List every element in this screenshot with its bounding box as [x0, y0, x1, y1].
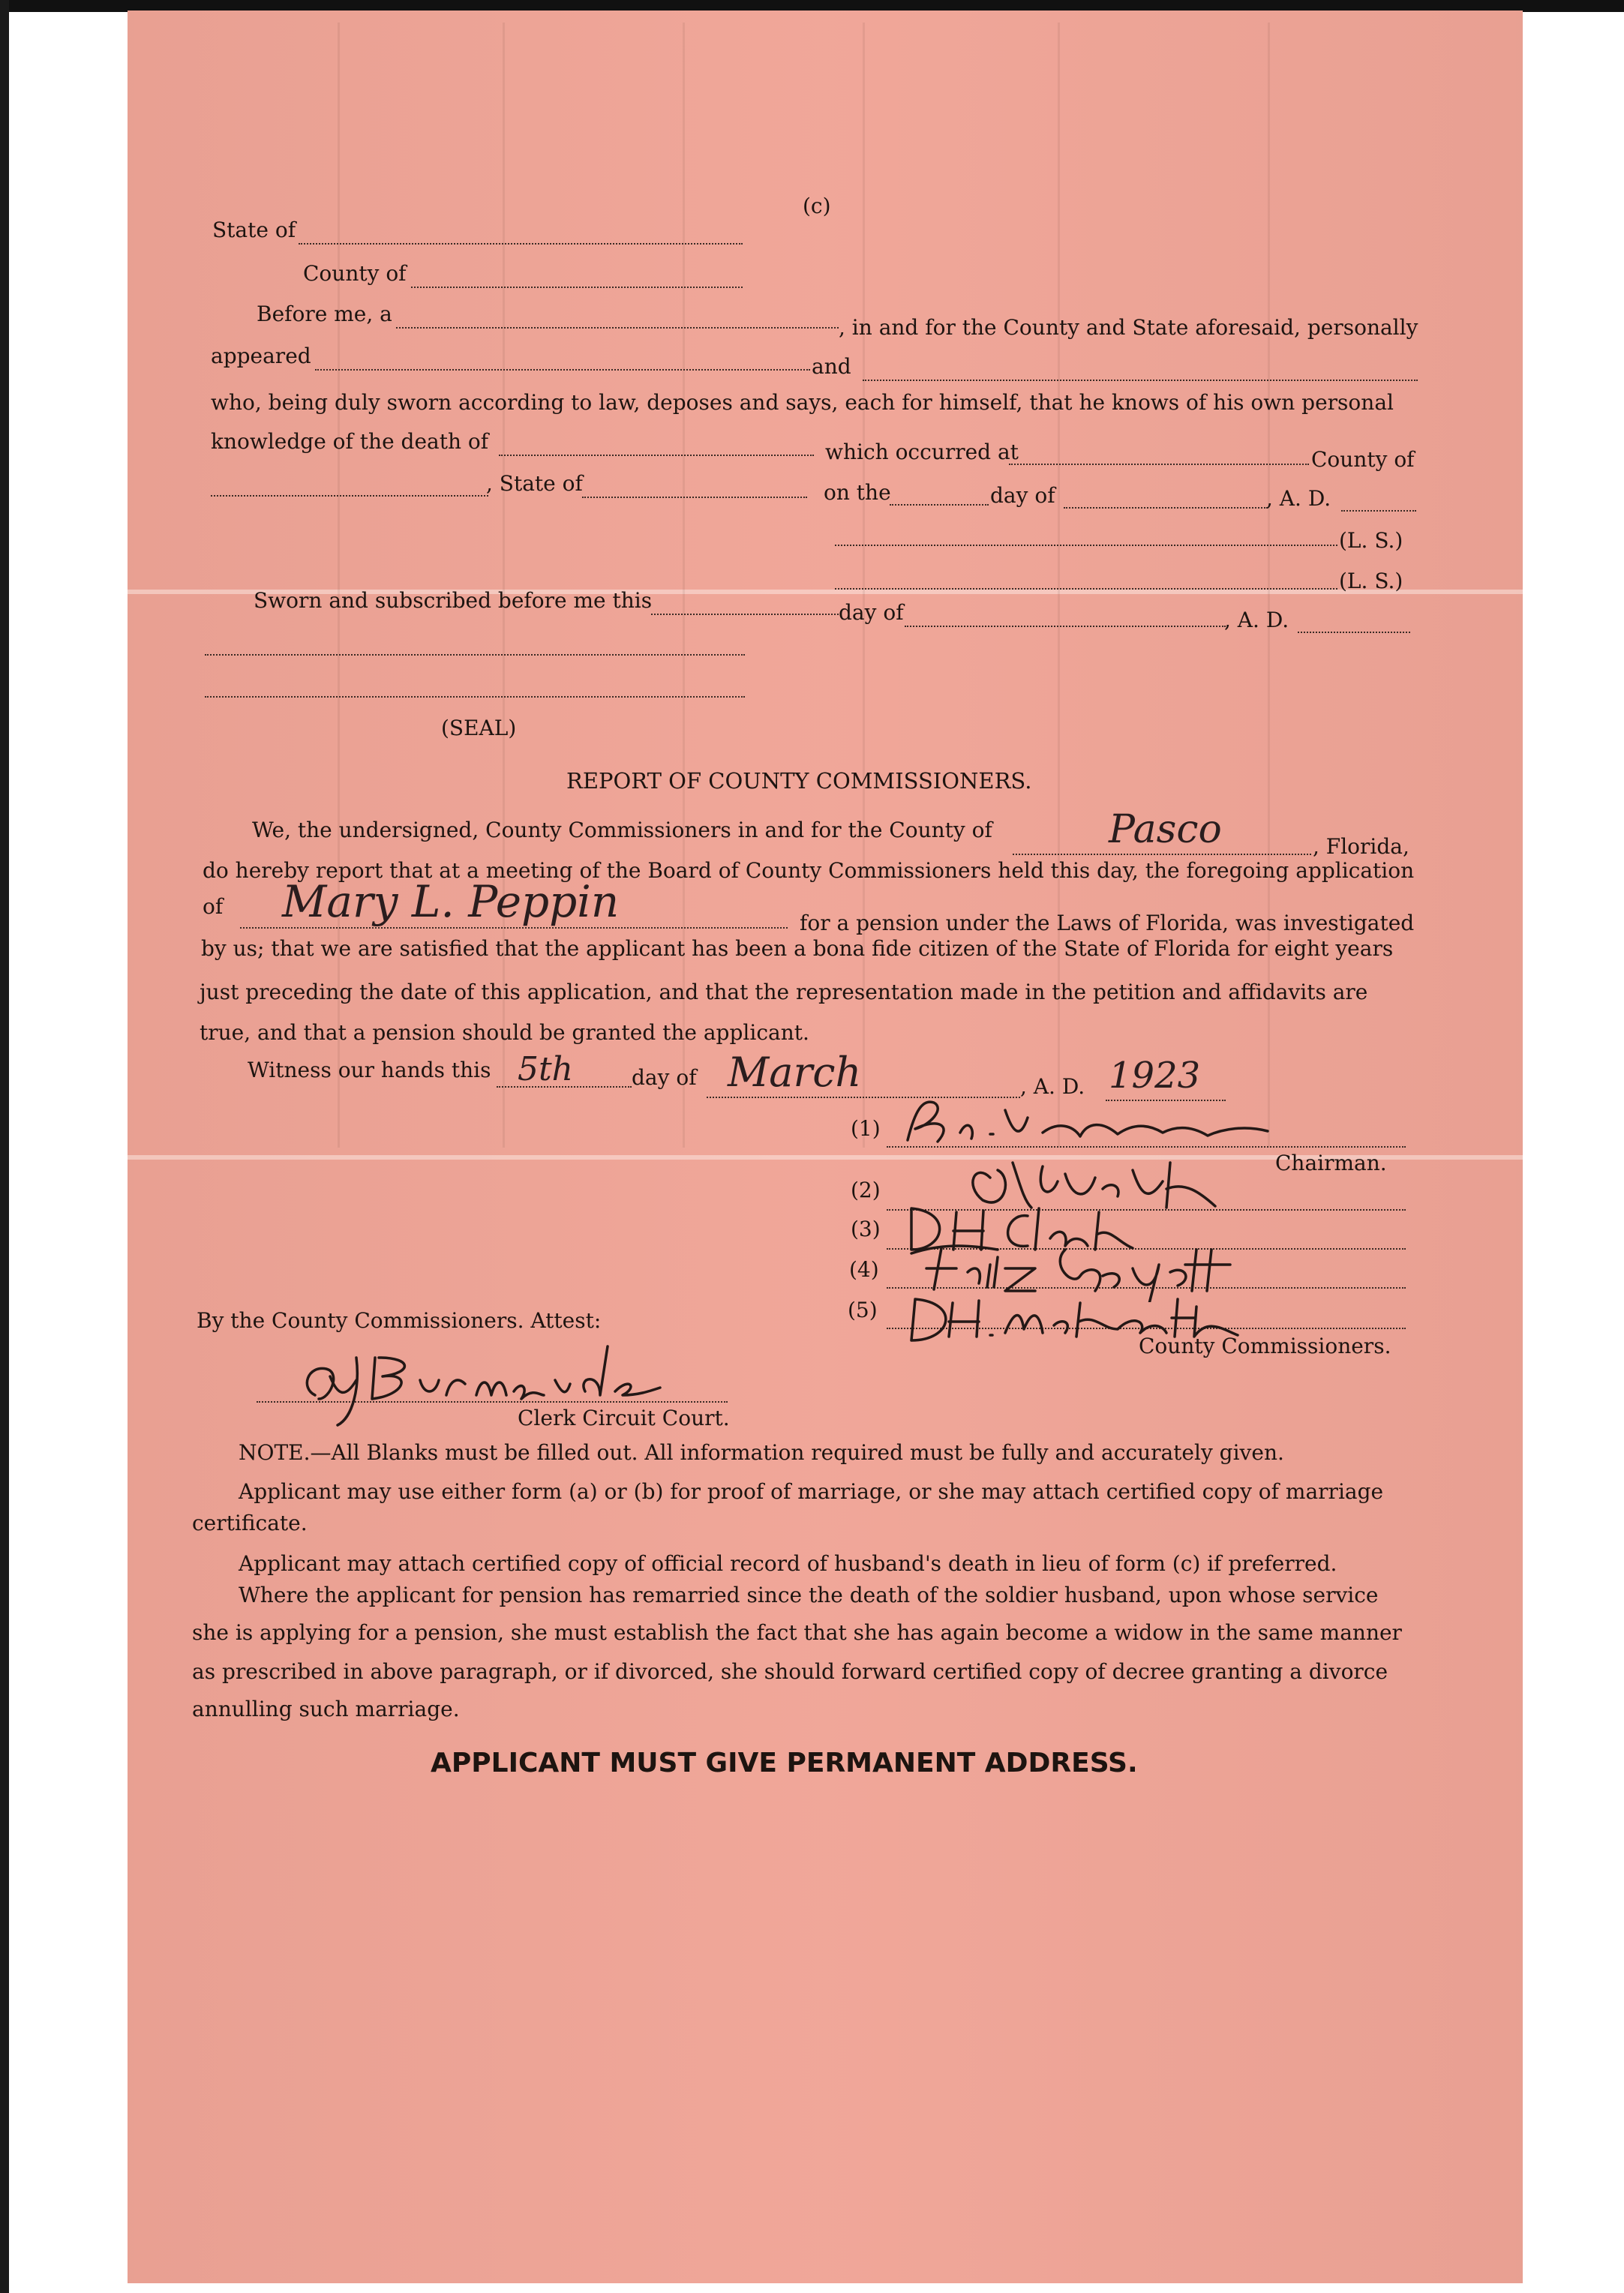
officer-title-blank[interactable] [205, 696, 745, 698]
clerk-label: Clerk Circuit Court. [518, 1406, 730, 1430]
affiant2-blank[interactable] [863, 380, 1418, 381]
witness-label: Witness our hands this [248, 1058, 491, 1082]
witness-year-handwritten: 1923 [1109, 1055, 1201, 1097]
seal-label: (SEAL) [441, 716, 517, 740]
state-of-mid-label: , State of [486, 471, 583, 496]
attest-label: By the County Commissioners. Attest: [197, 1308, 602, 1333]
officer-signature-blank[interactable] [205, 654, 745, 656]
note-3: Applicant may attach certified copy of official record of husband's death in lieu of form (c) if preferred. [239, 1551, 1337, 1576]
commissioner-signature-1 [893, 1088, 1283, 1155]
and-label: and [812, 354, 851, 379]
death-year-blank[interactable] [1341, 510, 1416, 512]
sworn-statement: who, being duly sworn according to law, deposes and says, each for himself, that he knows of his own personal [211, 390, 1394, 415]
death-month-blank[interactable] [1064, 507, 1268, 509]
ls-label-2: (L. S.) [1339, 569, 1403, 593]
report-line-5: just preceding the date of this application, and that the representation made in the petition and affidavits are [200, 980, 1368, 1004]
state-of-label: State of [212, 218, 296, 242]
chairman-label: Chairman. [1275, 1151, 1387, 1175]
ls-label-1: (L. S.) [1339, 528, 1403, 553]
form-c-label: (c) [803, 194, 831, 218]
commissioner-signature-5 [893, 1284, 1283, 1352]
applicant-handwritten: Mary L. Peppin [282, 876, 620, 927]
signature-number-1: (1) [851, 1116, 881, 1141]
death-state-blank[interactable] [582, 497, 807, 498]
signature-number-3: (3) [851, 1217, 881, 1241]
deceased-blank[interactable] [499, 455, 814, 456]
note-2a: Applicant may use either form (a) or (b) for proof of marriage, or she may attach certified copy of marriage [239, 1479, 1384, 1504]
county-value-blank[interactable] [1013, 854, 1311, 855]
note-1: NOTE.—All Blanks must be filled out. All information required must be fully and accurately given. [239, 1440, 1284, 1465]
report-line-1: We, the undersigned, County Commissioners in and for the County of [252, 818, 992, 842]
affiant1-blank[interactable] [315, 369, 810, 371]
sworn-ad-label: , A. D. [1224, 608, 1289, 632]
sworn-month-blank[interactable] [905, 626, 1226, 627]
report-line-2: do hereby report that at a meeting of the Board of County Commissioners held this day, the foregoing application [203, 858, 1415, 883]
sworn-day-of-label: day of [839, 600, 904, 625]
sworn-year-blank[interactable] [1298, 632, 1410, 633]
witness-day-handwritten: 5th [518, 1050, 574, 1088]
signature-number-5: (5) [848, 1298, 878, 1322]
county-handwritten: Pasco [1109, 807, 1222, 852]
knowledge-label: knowledge of the death of [211, 429, 489, 454]
county-blank[interactable] [411, 287, 743, 288]
sworn-day-blank[interactable] [651, 614, 839, 615]
of-label: of [203, 894, 224, 919]
county-of-end-label: County of [1311, 447, 1415, 472]
note-2b: certificate. [192, 1511, 308, 1535]
ad-label: , A. D. [1266, 486, 1331, 511]
note-4c: as prescribed in above paragraph, or if divorced, she should forward certified copy of decree granting a divorce [192, 1659, 1388, 1684]
witness-day-of-label: day of [632, 1065, 697, 1090]
note-4d: annulling such marriage. [192, 1697, 460, 1721]
report-line-6: true, and that a pension should be granted the applicant. [200, 1020, 809, 1045]
signature-number-2: (2) [851, 1178, 881, 1202]
county-commissioners-label: County Commissioners. [1139, 1334, 1391, 1358]
signature-number-4: (4) [849, 1257, 879, 1282]
sworn-subscribed-label: Sworn and subscribed before me this [254, 588, 653, 613]
note-4b: she is applying for a pension, she must establish the fact that she has again become a widow in the same manner [192, 1620, 1402, 1645]
day-of-label: day of [990, 483, 1055, 508]
officer-blank[interactable] [396, 327, 839, 329]
report-heading: REPORT OF COUNTY COMMISSIONERS. [566, 768, 1032, 794]
affiant2-signature-blank[interactable] [835, 588, 1337, 590]
death-day-blank[interactable] [890, 504, 989, 506]
applicant-blank[interactable] [240, 927, 788, 929]
report-line-4: by us; that we are satisfied that the applicant has been a bona fide citizen of the State of Florida for eight years [201, 936, 1394, 961]
affiant1-signature-blank[interactable] [835, 545, 1337, 546]
county-of-label: County of [303, 261, 407, 286]
place-blank[interactable] [1009, 464, 1309, 465]
occurred-at-label: which occurred at [825, 440, 1019, 464]
scan-border-left [0, 0, 9, 2293]
florida-label: , Florida, [1313, 834, 1409, 859]
on-the-label: on the [824, 480, 891, 505]
report-line-3: for a pension under the Laws of Florida, was investigated [800, 911, 1415, 935]
witness-month-handwritten: March [728, 1049, 862, 1096]
before-me-label: Before me, a [257, 302, 392, 326]
death-county-blank[interactable] [211, 495, 488, 497]
state-blank[interactable] [299, 243, 743, 245]
appeared-label: appeared [211, 344, 311, 368]
permanent-address-notice: APPLICANT MUST GIVE PERMANENT ADDRESS. [431, 1748, 1138, 1778]
in-and-for-text: , in and for the County and State aforesaid, personally [839, 315, 1418, 340]
witness-ad-label: , A. D. [1020, 1074, 1085, 1099]
note-4a: Where the applicant for pension has remarried since the death of the soldier husband, upon whose service [239, 1583, 1379, 1607]
